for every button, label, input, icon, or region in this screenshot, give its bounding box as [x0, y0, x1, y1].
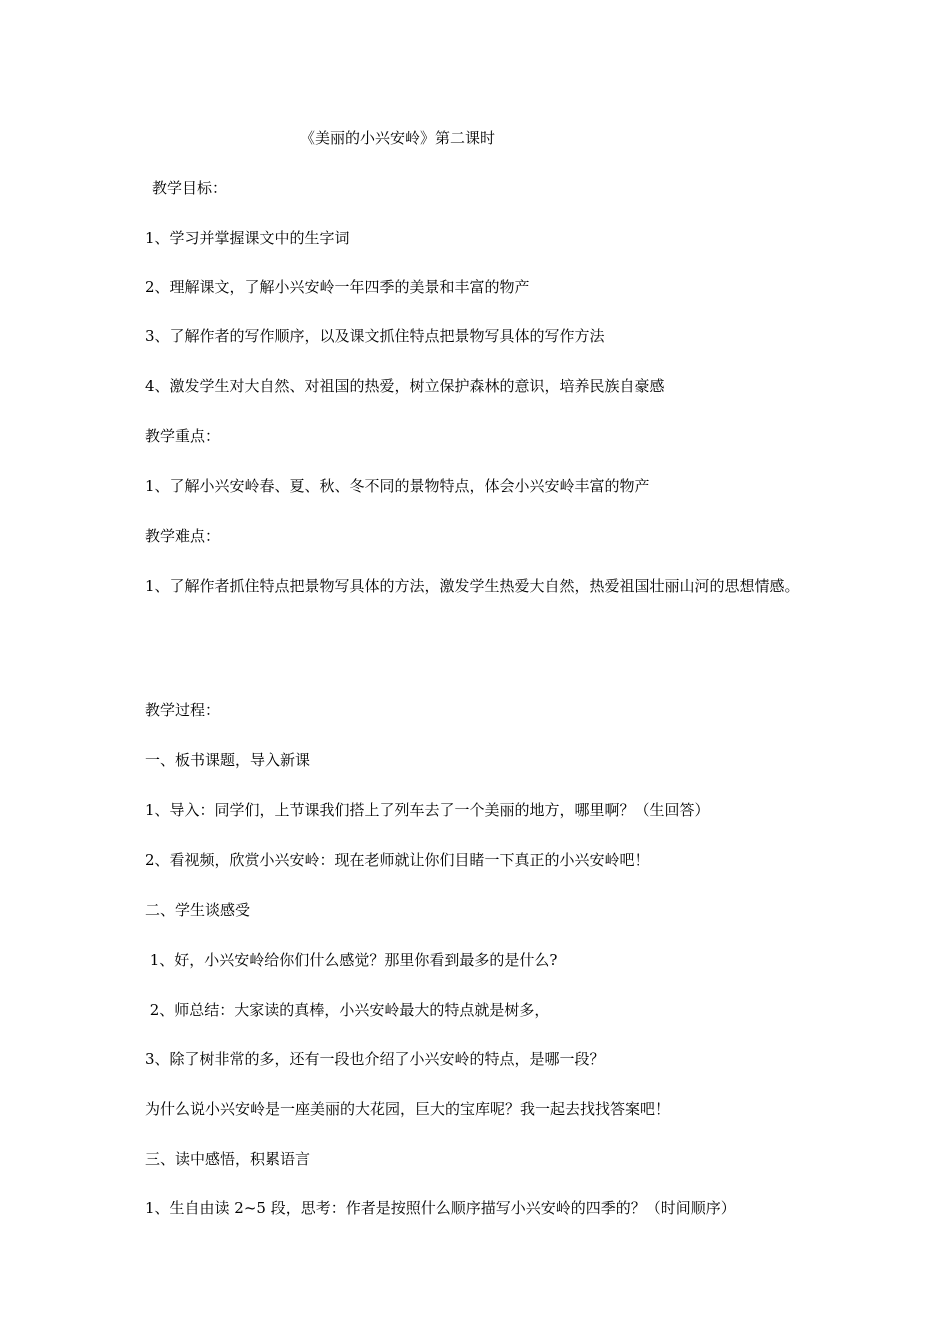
difficulty-heading: 教学难点： — [145, 527, 221, 545]
process-item: 2、师总结：大家读的真棒，小兴安岭最大的特点就是树多， — [145, 1001, 550, 1019]
process-item: 为什么说小兴安岭是一座美丽的大花园，巨大的宝库呢？我一起去找找答案吧！ — [145, 1100, 671, 1118]
process-heading: 教学过程： — [145, 701, 221, 719]
key-point-item: 1、了解小兴安岭春、夏、秋、冬不同的景物特点，体会小兴安岭丰富的物产 — [145, 477, 650, 495]
goal-item: 4、激发学生对大自然、对祖国的热爱，树立保护森林的意识，培养民族自豪感 — [145, 377, 665, 395]
process-item: 1、导入：同学们，上节课我们搭上了列车去了一个美丽的地方，哪里啊？（生回答） — [145, 801, 710, 819]
goal-item: 2、理解课文，了解小兴安岭一年四季的美景和丰富的物产 — [145, 278, 530, 296]
document-title: 《美丽的小兴安岭》第二课时 — [300, 129, 496, 147]
process-item: 三、读中感悟，积累语言 — [145, 1150, 311, 1168]
process-item: 二、学生谈感受 — [145, 901, 251, 919]
key-points-heading: 教学重点： — [145, 427, 221, 445]
process-item: 1、好，小兴安岭给你们什么感觉？那里你看到最多的是什么? — [145, 951, 558, 969]
difficulty-item: 1、了解作者抓住特点把景物写具体的方法，激发学生热爱大自然，热爱祖国壮丽山河的思想情感。 — [145, 577, 800, 595]
process-item: 3、除了树非常的多，还有一段也介绍了小兴安岭的特点，是哪一段？ — [145, 1050, 605, 1068]
goal-item: 1、学习并掌握课文中的生字词 — [145, 229, 350, 247]
goals-heading: 教学目标： — [152, 179, 228, 197]
goal-item: 3、了解作者的写作顺序，以及课文抓住特点把景物写具体的写作方法 — [145, 327, 605, 345]
process-item: 1、生自由读 2~5 段，思考：作者是按照什么顺序描写小兴安岭的四季的？（时间顺序） — [145, 1199, 736, 1217]
process-item: 一、板书课题，导入新课 — [145, 751, 311, 769]
process-item: 2、看视频，欣赏小兴安岭：现在老师就让你们目睹一下真正的小兴安岭吧！ — [145, 851, 650, 869]
